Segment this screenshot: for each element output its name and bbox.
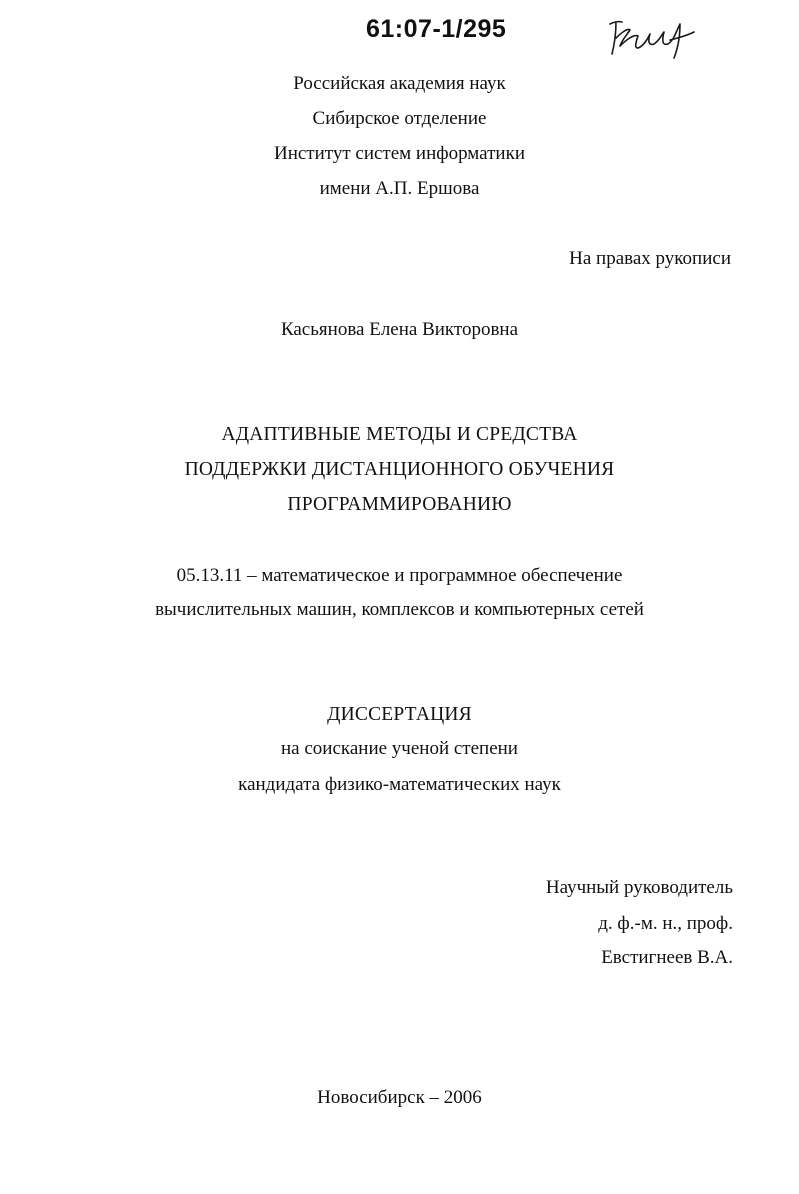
specialty-line-1: 05.13.11 – математическое и программное обеспечение <box>176 565 623 586</box>
author-name: Касьянова Елена Викторовна <box>280 319 519 340</box>
title-line-2: ПОДДЕРЖКИ ДИСТАНЦИОННОГО ОБУЧЕНИЯ <box>184 459 615 480</box>
org-line-4: имени А.П. Ершова <box>319 178 480 199</box>
catalog-number: 61:07-1/295 <box>366 15 507 43</box>
title-line-1: АДАПТИВНЫЕ МЕТОДЫ И СРЕДСТВА <box>221 424 578 445</box>
specialty-line-2: вычислительных машин, комплексов и компьютерных сетей <box>155 599 644 620</box>
org-line-1: Российская академия наук <box>293 73 506 94</box>
supervisor-name: Евстигнеев В.А. <box>601 947 733 968</box>
dissertation-heading: ДИССЕРТАЦИЯ <box>327 704 472 725</box>
handwritten-signature <box>604 10 700 60</box>
city-year: Новосибирск – 2006 <box>317 1087 482 1108</box>
dissertation-line-2: кандидата физико-математических наук <box>238 774 561 795</box>
supervisor-label: Научный руководитель <box>545 877 733 898</box>
manuscript-rights: На правах рукописи <box>569 248 731 269</box>
org-line-2: Сибирское отделение <box>312 108 487 129</box>
org-line-3: Институт систем информатики <box>273 143 525 164</box>
title-line-3: ПРОГРАММИРОВАНИЮ <box>287 494 512 515</box>
dissertation-line-1: на соискание ученой степени <box>281 738 518 759</box>
supervisor-degree: д. ф.-м. н., проф. <box>598 913 733 934</box>
